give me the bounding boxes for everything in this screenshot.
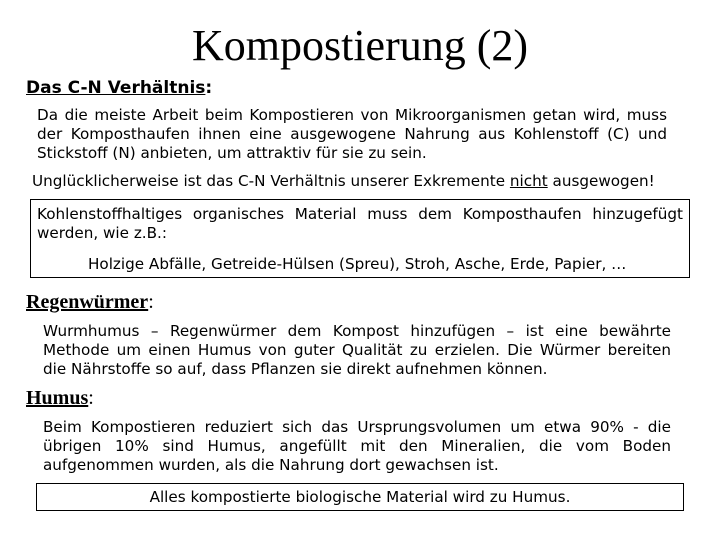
humus-heading-text: Humus — [26, 387, 89, 409]
cn-heading — [26, 78, 212, 98]
humus-heading-colon: : — [88, 387, 94, 409]
cn-paragraph: Da die meiste Arbeit beim Kompostieren von Mikroorganismen getan wird, muss der Komposthaufen ihnen eine ausgewogene Nahrung aus Kohlenstoff (C) und Stickstoff (N) anbieten, um attraktiv für sie zu sein. — [37, 106, 667, 162]
carbon-box-text: Kohlenstoffhaltiges organisches Material muss dem Komposthaufen hinzugefügt werden, wie z.B.: — [37, 205, 683, 242]
carbon-box — [30, 199, 690, 278]
worms-heading — [26, 292, 154, 312]
conclusion-text: Alles kompostierte biologische Material wird zu Humus. — [149, 488, 571, 506]
page-title: Kompostierung (2) — [191, 21, 529, 70]
worms-heading-text: Regenwürmer — [26, 291, 149, 313]
cn-note-before: Unglücklicherweise ist das C-N Verhältnis unserer Exkremente — [32, 172, 510, 190]
humus-heading — [26, 388, 94, 408]
cn-heading-text: Das C-N Verhältnis — [26, 78, 206, 98]
conclusion-box — [36, 483, 684, 511]
cn-note-emphasis: nicht — [509, 172, 548, 190]
worms-paragraph: Wurmhumus – Regenwürmer dem Kompost hinzufügen – ist eine bewährte Methode um einen Humus von guter Qualität zu erzielen. Die Würmer bereiten die Nährstoffe so auf, dass Pflanzen sie direkt aufnehmen können. — [43, 322, 671, 378]
cn-heading-colon: : — [205, 78, 213, 98]
humus-paragraph: Beim Kompostieren reduziert sich das Ursprungsvolumen um etwa 90% - die übrigen 10% sind Humus, angefüllt mit den Mineralien, die vom Boden aufgenommen wurden, als die Nahrung dort gewachsen ist. — [43, 418, 671, 474]
cn-note — [32, 172, 712, 191]
worms-heading-colon: : — [148, 291, 154, 313]
cn-note-after: ausgewogen! — [547, 172, 655, 190]
carbon-box-examples: Holzige Abfälle, Getreide-Hülsen (Spreu), Stroh, Asche, Erde, Papier, … — [88, 255, 627, 273]
